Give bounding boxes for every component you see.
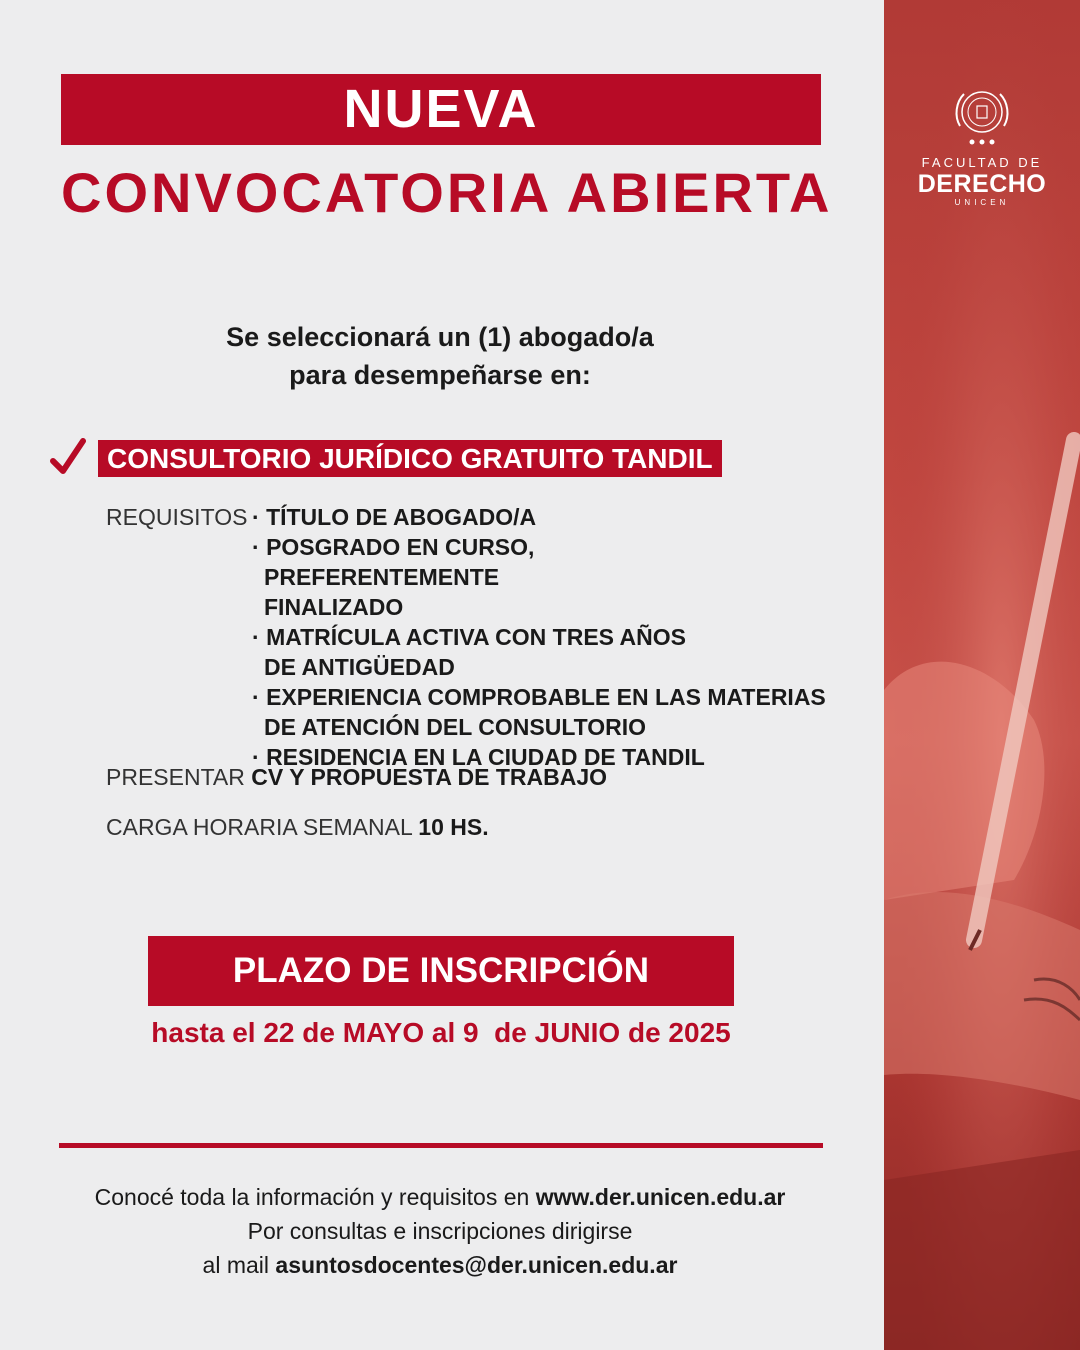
- intro-line-2: para desempeñarse en:: [289, 360, 591, 390]
- website-link[interactable]: www.der.unicen.edu.ar: [535, 1184, 786, 1210]
- headline-convocatoria: CONVOCATORIA ABIERTA: [61, 161, 833, 224]
- footer-contact-line: Por consultas e inscripciones dirigirse: [247, 1218, 633, 1244]
- footer: [40, 1180, 840, 1282]
- present-label: PRESENTAR: [106, 764, 245, 790]
- requirements-label: REQUISITOS: [106, 504, 248, 530]
- present-row: [106, 762, 607, 792]
- footer-email-line: [40, 1248, 840, 1282]
- hours-value: 10 HS.: [418, 814, 489, 840]
- hours-label: CARGA HORARIA SEMANAL: [106, 814, 412, 840]
- position-label: CONSULTORIO JURÍDICO GRATUITO TANDIL: [98, 440, 722, 477]
- deadline-title: PLAZO DE INSCRIPCIÓN: [148, 936, 734, 1006]
- present-value: CV Y PROPUESTA DE TRABAJO: [251, 764, 607, 790]
- email-link[interactable]: asuntosdocentes@der.unicen.edu.ar: [275, 1252, 678, 1278]
- requirement-item: · RESIDENCIA EN LA CIUDAD DE TANDIL: [252, 742, 852, 772]
- check-icon: [50, 437, 86, 477]
- requirement-item: · MATRÍCULA ACTIVA CON TRES AÑOS DE ANTIGÜEDAD: [252, 622, 724, 682]
- faculty-logo: [912, 82, 1052, 209]
- footer-info-text: Conocé toda la información y requisitos en: [94, 1184, 530, 1210]
- requirements-list: [252, 502, 852, 772]
- headline-nueva: NUEVA: [61, 74, 821, 145]
- intro-line-1: Se seleccionará un (1) abogado/a: [226, 322, 654, 352]
- intro-text: [140, 318, 740, 394]
- divider: [59, 1143, 823, 1148]
- footer-email-prefix: al mail: [202, 1252, 270, 1278]
- requirement-item: · TÍTULO DE ABOGADO/A: [252, 502, 852, 532]
- footer-info-line: [40, 1180, 840, 1214]
- requirement-item: · EXPERIENCIA COMPROBABLE EN LAS MATERIAS DE ATENCIÓN DEL CONSULTORIO: [252, 682, 854, 742]
- hours-row: [106, 812, 489, 842]
- logo-line-2: DERECHO: [917, 170, 1047, 198]
- deadline-dates: hasta el 22 de MAYO al 9 de JUNIO de 2025: [151, 1017, 731, 1048]
- seal-icon: [950, 82, 1014, 146]
- logo-line-3: UNICEN: [954, 198, 1010, 207]
- logo-line-1: FACULTAD DE: [921, 155, 1043, 170]
- requirement-item: · POSGRADO EN CURSO, PREFERENTEMENTE FINALIZADO: [252, 532, 564, 622]
